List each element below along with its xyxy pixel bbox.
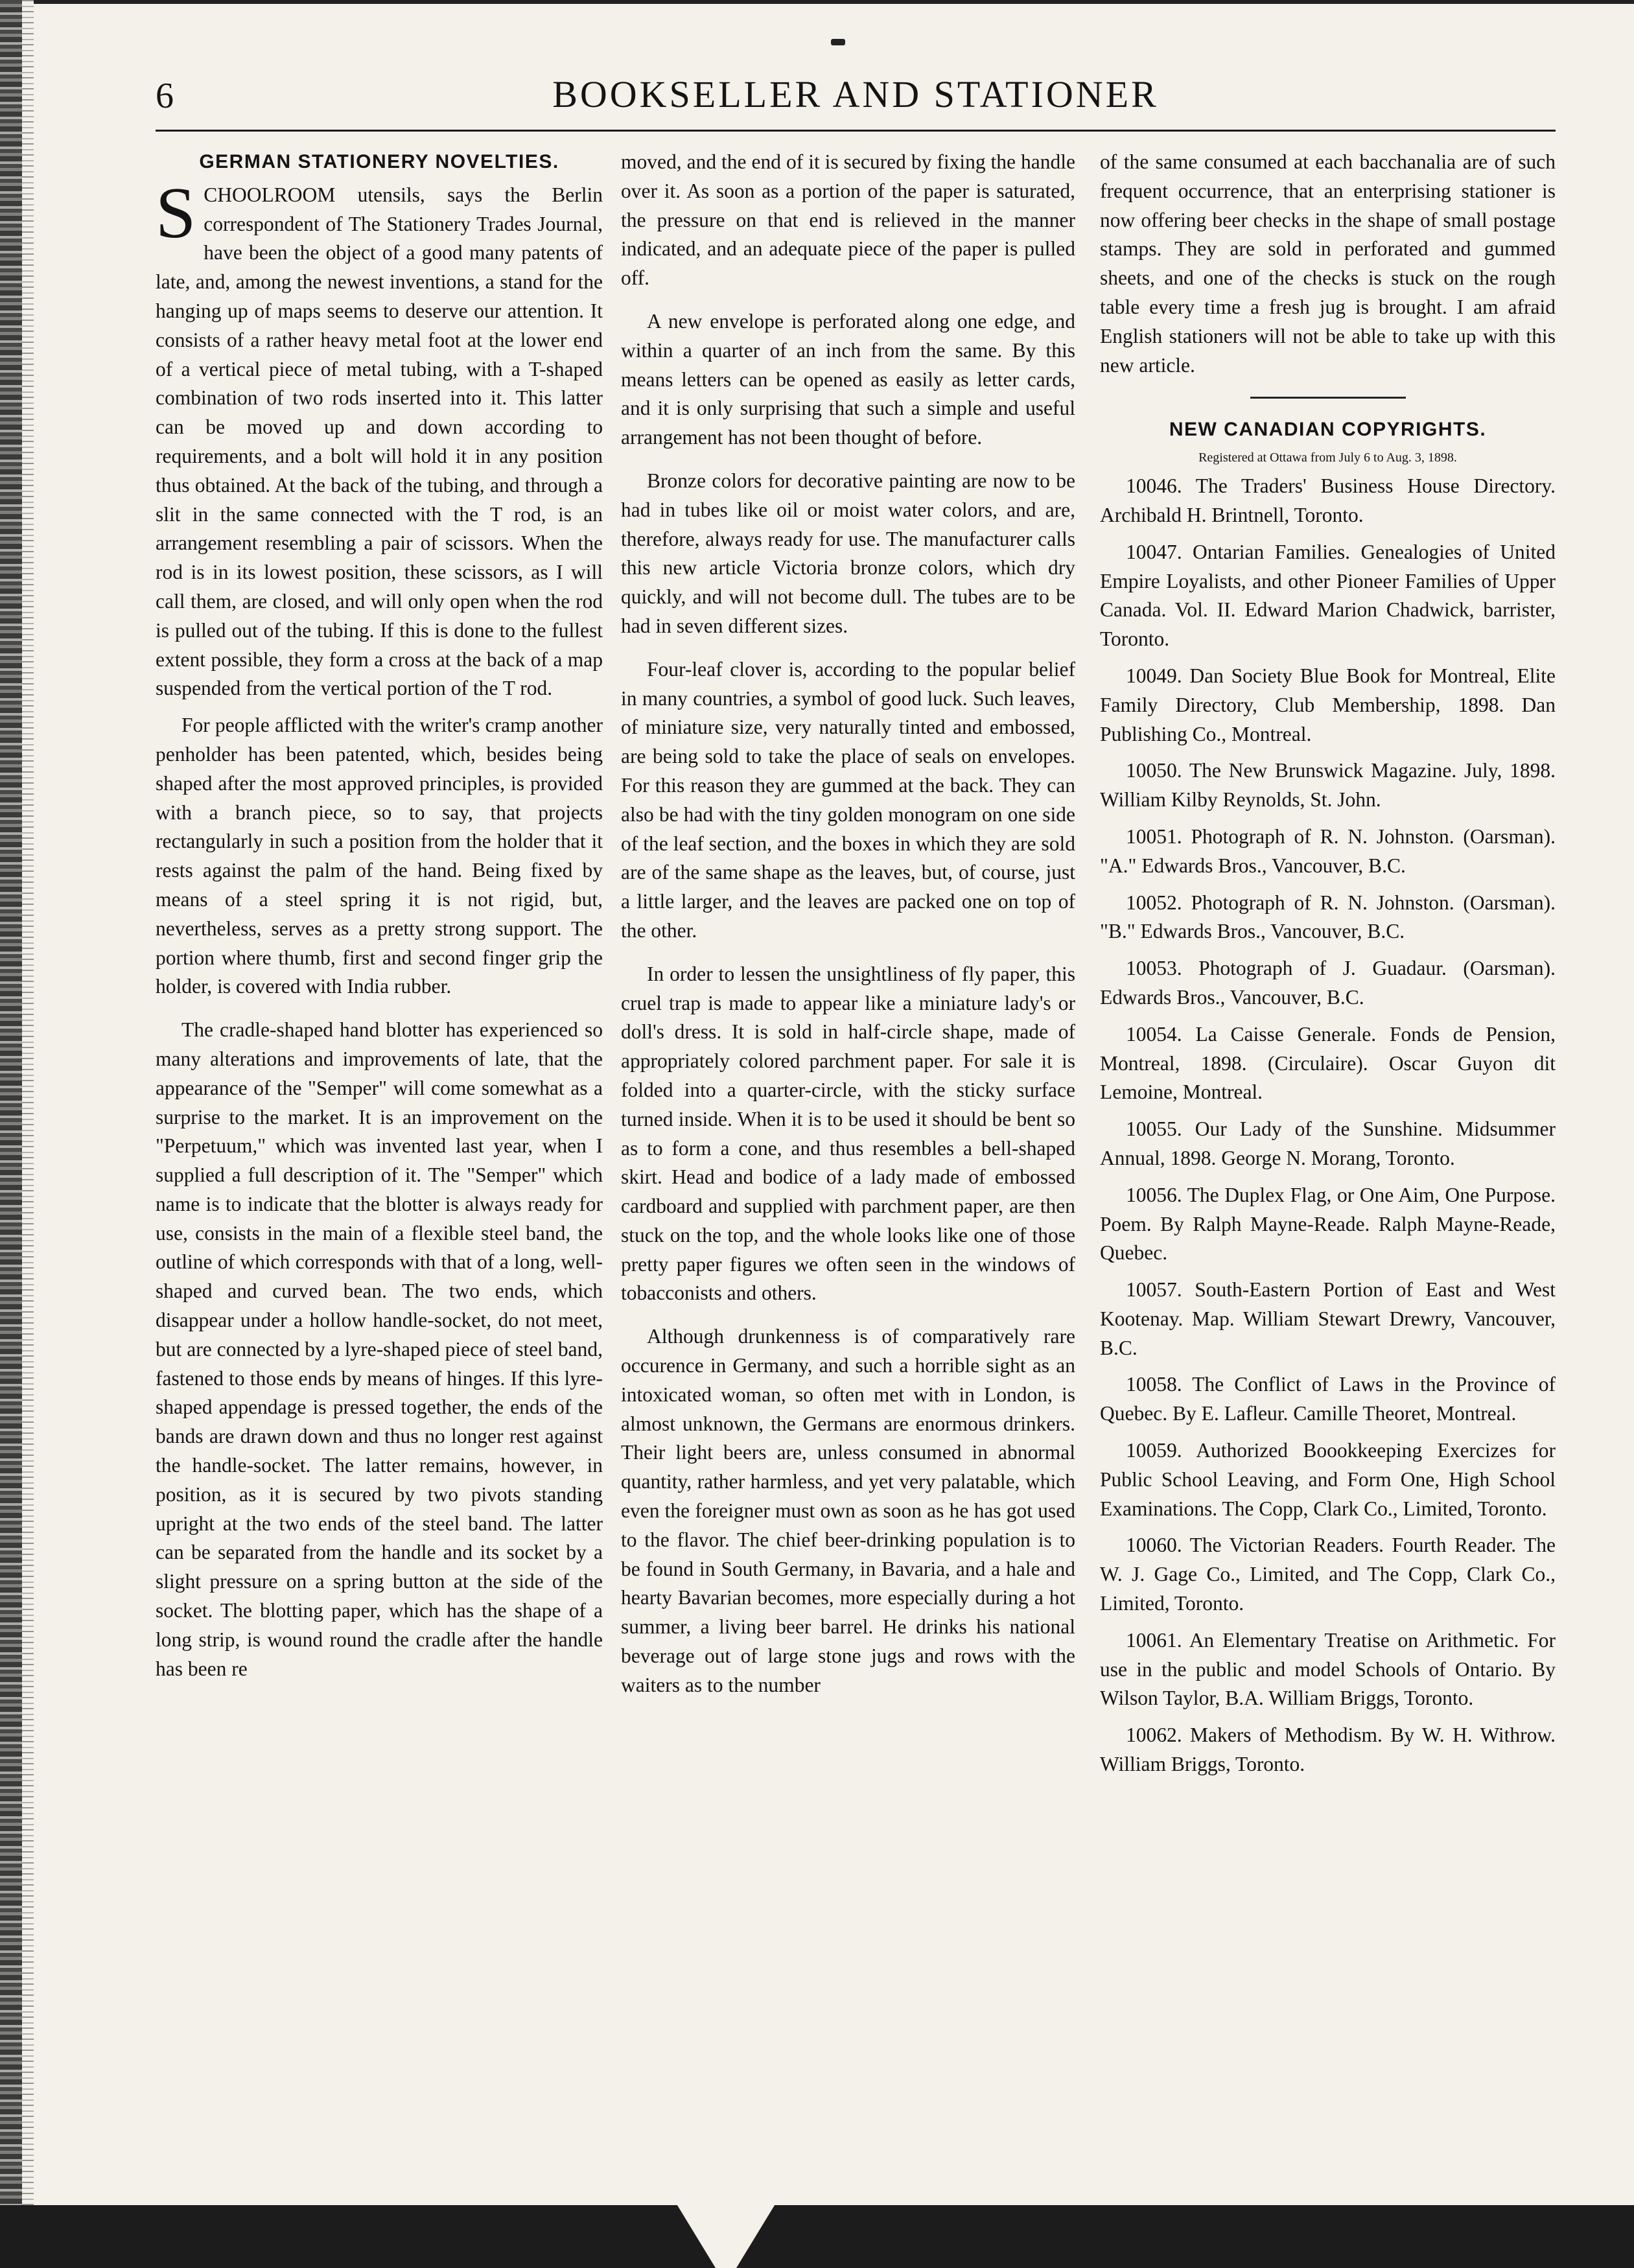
copyright-entry: 10049. Dan Society Blue Book for Montreal, Elite Family Directory, Club Membership, 1898. Dan Publishing Co., Montreal.	[1100, 664, 1556, 745]
scan-binding-edge	[0, 0, 22, 2268]
copyright-entry: 10058. The Conflict of Laws in the Province of Quebec. By E. Lafleur. Camille Theoret, Montreal.	[1100, 1373, 1556, 1425]
section-divider	[1250, 397, 1406, 399]
page-number: 6	[156, 76, 174, 116]
copyright-entry: 10046. The Traders' Business House Directory. Archibald H. Brintnell, Toronto.	[1100, 474, 1556, 526]
copyright-entry: 10062. Makers of Methodism. By W. H. Withrow. William Briggs, Toronto.	[1100, 1724, 1556, 1776]
copyright-entry: 10061. An Elementary Treatise on Arithmetic. For use in the public and model Schools of Ontario. By Wilson Taylor, B.A. William Briggs, Toronto.	[1100, 1628, 1556, 1710]
article-paragraph: For people afflicted with the writer's cramp another penholder has been patented, which, besides being shaped after the most approved principles, is provided with a branch piece, so to say, that projects rectangularly in such a position from the holder that it rests against the palm of the hand. Being fixed by means of a steel spring it is not rigid, but, nevertheless, serves as a pretty strong support. The portion where thumb, first and second finger grip the holder, is covered with India rubber.	[156, 714, 603, 998]
section-heading: NEW CANADIAN COPYRIGHTS.	[1169, 419, 1487, 441]
article-paragraph: Four-leaf clover is, according to the popular belief in many countries, a symbol of good luck. Such leaves, of miniature size, very naturally tinted and embossed, are being sold to take the place of seals on envelopes. For this reason they are gummed at the back. They can also be had with the tiny golden monogram on one side of the leaf section, and the boxes in which they are sold are of the same shape as the leaves, but, of course, just a little larger, and the leaves are packed one on top of the other.	[621, 657, 1075, 942]
scan-binding-fringe	[22, 0, 34, 2268]
article-paragraph: Although drunkenness is of comparatively rare occurence in Germany, and such a horrible sight as an intoxicated woman, so often met with in London, is almost unknown, the Germans are enormous drinkers. Their light beers are, unless consumed in abnormal quantity, rather harmless, and yet very palatable, which even the foreigner must own as soon as he has got used to the flavor. The chief beer-drinking population is to be found in South Germany, in Bavaria, and a hale and hearty Bavarian becomes, more especially during a hot summer, a living beer barrel. He drinks his national beverage out of large stone jugs and rows with the waiters as to the number	[621, 1325, 1075, 1696]
column-3	[1100, 148, 1556, 1787]
registration-note: Registered at Ottawa from July 6 to Aug. 3, 1898.	[1198, 450, 1457, 465]
scan-top-edge	[34, 0, 1634, 4]
copyright-entry: 10047. Ontarian Families. Genealogies of United Empire Loyalists, and other Pioneer Families of Upper Canada. Vol. II. Edward Marion Chadwick, barrister, Toronto.	[1100, 540, 1556, 651]
running-title: BOOKSELLER AND STATIONER	[552, 73, 1159, 115]
copyright-entry: 10051. Photograph of R. N. Johnston. (Oarsman). "A." Edwards Bros., Vancouver, B.C.	[1100, 824, 1556, 877]
article-paragraph: moved, and the end of it is secured by fixing the handle over it. As soon as a portion of the paper is saturated, the pressure on that end is relieved in the manner indicated, and an adequate piece of the paper is pulled off.	[621, 150, 1075, 290]
copyright-entry: 10054. La Caisse Generale. Fonds de Pension, Montreal, 1898. (Circulaire). Oscar Guyon dit Lemoine, Montreal.	[1100, 1022, 1556, 1104]
copyright-entry: 10056. The Duplex Flag, or One Aim, One Purpose. Poem. By Ralph Mayne-Reade. Ralph Mayne-Reade, Quebec.	[1100, 1183, 1556, 1265]
header-rule	[156, 130, 1556, 132]
article-paragraph: A new envelope is perforated along one edge, and within a quarter of an inch from the same. By this means letters can be opened as easily as letter cards, and it is only surprising that such a simple and useful arrangement has not been thought of before.	[621, 309, 1075, 449]
scan-bottom-edge	[0, 2205, 1634, 2268]
copyright-entry: 10050. The New Brunswick Magazine. July, 1898. William Kilby Reynolds, St. John.	[1100, 759, 1556, 812]
article-paragraph: of the same consumed at each bacchanalia are of such frequent occurrence, that an enterprising stationer is now offering beer checks in the shape of small postage stamps. They are sold in perforated and gummed sheets, and one of the checks is stuck on the rough table every time a fresh jug is brought. I am afraid English stationers will not be able to take up with this new article.	[1100, 150, 1556, 377]
article-paragraph: In order to lessen the unsightliness of fly paper, this cruel trap is made to appear like a miniature lady's or doll's dress. It is sold in half-circle shape, made of appropriately colored parchment paper. For sale it is folded into a quarter-circle, with the sticky surface turned inside. When it is to be used it should be bent so as to form a cone, and thus resembles a bell-shaped skirt. Head and bodice of a lady made of embossed cardboard and supplied with parchment paper, are then stuck on the top, and the whole looks like one of those pretty paper figures we often seen in the windows of tobacconists and others.	[621, 962, 1075, 1305]
copyright-entry: 10053. Photograph of J. Guadaur. (Oarsman). Edwards Bros., Vancouver, B.C.	[1100, 957, 1556, 1009]
copyright-entry: 10060. The Victorian Readers. Fourth Reader. The W. J. Gage Co., Limited, and The Copp, Clark Co., Limited, Toronto.	[1100, 1534, 1556, 1615]
copyright-entry: 10059. Authorized Boookkeeping Exercizes for Public School Leaving, and Form One, High School Examinations. The Copp, Clark Co., Limited, Toronto.	[1100, 1439, 1556, 1520]
copyright-entry: 10052. Photograph of R. N. Johnston. (Oarsman). "B." Edwards Bros., Vancouver, B.C.	[1100, 891, 1556, 943]
copyright-entry: 10055. Our Lady of the Sunshine. Midsummer Annual, 1898. George N. Morang, Toronto.	[1100, 1117, 1556, 1169]
column-1	[156, 148, 603, 1691]
article-paragraph: Bronze colors for decorative painting are now to be had in tubes like oil or moist water colors, and are, therefore, always ready for use. The manufacturer calls this new article Victoria bronze colors, which dry quickly, and will not become dull. The tubes are to be had in seven different sizes.	[621, 469, 1075, 637]
article-heading: GERMAN STATIONERY NOVELTIES.	[199, 151, 559, 172]
column-2	[621, 148, 1075, 1708]
page-header	[156, 73, 1556, 124]
article-paragraph: The cradle-shaped hand blotter has experienced so many alterations and improvements of late, that the appearance of the "Semper" will come somewhat as a surprise to the market. It is an improvement on the "Perpetuum," which was invented last year, when I supplied a full description of it. The "Semper" which name is to indicate that the blotter is always ready for use, consists in the main of a flexible steel band, the outline of which corresponds with that of a long, well-shaped and curved bean. The two ends, which disappear under a hollow handle-socket, do not meet, but are connected by a lyre-shaped piece of steel band, fastened to those ends by means of hinges. If this lyre-shaped appendage is pressed together, the ends of the bands are drawn down and thus no longer rest against the handle-socket. The latter remains, however, in position, as it is secured by two pivots standing upright at the two ends of the steel band. The latter can be separated from the handle and its socket by a slight pressure on a spring button at the side of the socket. The blotting paper, which has the shape of a long strip, is wound round the cradle after the handle has been re	[156, 1018, 603, 1680]
article-paragraph: SCHOOLROOM utensils, says the Berlin correspondent of The Stationery Trades Journal, have been the object of a good many patents of late, and, among the newest inventions, a stand for the hanging up of maps seems to deserve our attention. It consists of a rather heavy metal foot at the lower end of a vertical piece of metal tubing, with a T-shaped combination of two rods inserted into it. This latter can be moved up and down according to requirements, and a bolt will hold it in any position thus obtained. At the back of the tubing, and through a slit in the same connected with the T rod, is an arrangement resembling a pair of scissors. When the rod is in its lowest position, these scissors, as I will call them, are closed, and will only open when the rod is pulled out of the tubing. If this is done to the fullest extent possible, they form a cross at the back of a map suspended from the vertical portion of the T rod.	[156, 172, 603, 700]
scan-smudge	[831, 39, 845, 45]
drop-cap: S	[156, 172, 196, 253]
copyright-entry: 10057. South-Eastern Portion of East and West Kootenay. Map. William Stewart Drewry, Vancouver, B.C.	[1100, 1278, 1556, 1359]
